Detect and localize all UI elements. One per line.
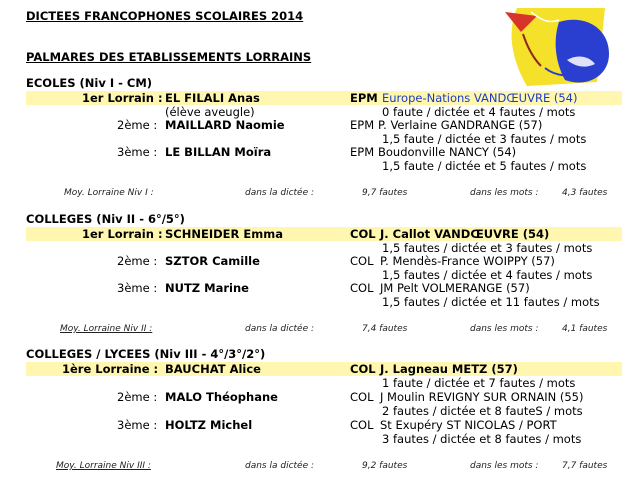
result-text: 1,5 faute / dictée et 3 fautes / mots: [382, 132, 587, 146]
section-heading-ecoles: ECOLES (Niv I - CM): [26, 76, 153, 90]
rank-label: 1er Lorrain :: [82, 227, 163, 241]
school-name: J. Callot VANDŒUVRE (54): [380, 227, 550, 241]
dictee-average: 9,2 fautes: [362, 461, 408, 471]
school-type: EPM: [350, 91, 378, 105]
section-heading-colleges: COLLEGES (Niv II - 6°/5°): [26, 212, 185, 226]
school-name: Boudonville NANCY (54): [378, 145, 517, 159]
dictee-average: 7,4 fautes: [362, 324, 408, 334]
student-name: HOLTZ Michel: [165, 418, 253, 432]
result-text: 0 faute / dictée et 4 fautes / mots: [382, 105, 576, 119]
school-name: J Moulin REVIGNY SUR ORNAIN (55): [380, 390, 584, 404]
result-text: 1,5 fautes / dictée et 11 fautes / mots: [382, 295, 600, 309]
student-name: SCHNEIDER Emma: [165, 227, 283, 241]
mots-average: 4,3 fautes: [562, 188, 608, 198]
mots-label: dans les mots :: [470, 461, 539, 471]
average-label: Moy. Lorraine Niv II :: [60, 324, 153, 334]
school-name: P. Mendès-France WOIPPY (57): [380, 254, 555, 268]
school-name: JM Pelt VOLMERANGE (57): [380, 281, 530, 295]
result-text: 1 faute / dictée et 7 fautes / mots: [382, 376, 576, 390]
rank-label: 3ème :: [117, 418, 158, 432]
page-title: DICTEES FRANCOPHONES SCOLAIRES 2014: [26, 9, 304, 23]
student-name: MALO Théophane: [165, 390, 278, 404]
rank-label: 2ème :: [117, 390, 158, 404]
average-label: Moy. Lorraine Niv I :: [64, 188, 154, 198]
result-text: 2 fautes / dictée et 8 fauteS / mots: [382, 404, 583, 418]
dictee-label: dans la dictée :: [245, 188, 315, 198]
average-label: Moy. Lorraine Niv III :: [56, 461, 151, 471]
dictee-label: dans la dictée :: [245, 324, 315, 334]
dictees-logo: [497, 6, 615, 88]
mots-average: 4,1 fautes: [562, 324, 608, 334]
mots-label: dans les mots :: [470, 324, 539, 334]
rank-label: 1er Lorrain :: [82, 91, 163, 105]
mots-label: dans les mots :: [470, 188, 539, 198]
school-type: COL: [350, 362, 376, 376]
student-name: LE BILLAN Moïra: [165, 145, 272, 159]
school-type: COL: [350, 418, 374, 432]
rank-label: 2ème :: [117, 254, 158, 268]
section-heading-lycees: COLLEGES / LYCEES (Niv III - 4°/3°/2°): [26, 347, 266, 361]
student-name: BAUCHAT Alice: [165, 362, 261, 376]
student-name: NUTZ Marine: [165, 281, 249, 295]
student-note: (élève aveugle): [165, 105, 255, 119]
school-type: COL: [350, 254, 374, 268]
dictee-average: 9,7 fautes: [362, 188, 408, 198]
student-name: EL FILALI Anas: [165, 91, 260, 105]
result-text: 1,5 faute / dictée et 5 fautes / mots: [382, 159, 587, 173]
result-text: 1,5 fautes / dictée et 4 fautes / mots: [382, 268, 593, 282]
school-type: COL: [350, 281, 374, 295]
dictee-label: dans la dictée :: [245, 461, 315, 471]
school-type: COL: [350, 227, 376, 241]
school-name: J. Lagneau METZ (57): [380, 362, 518, 376]
student-name: MAILLARD Naomie: [165, 118, 285, 132]
school-name: Europe-Nations VANDŒUVRE (54): [382, 91, 578, 105]
school-type: COL: [350, 390, 374, 404]
rank-label: 3ème :: [117, 281, 158, 295]
rank-label: 2ème :: [117, 118, 158, 132]
page-subtitle: PALMARES DES ETABLISSEMENTS LORRAINS: [26, 50, 312, 64]
result-text: 1,5 fautes / dictée et 3 fautes / mots: [382, 241, 593, 255]
mots-average: 7,7 fautes: [562, 461, 608, 471]
student-name: SZTOR Camille: [165, 254, 260, 268]
school-type: EPM: [350, 145, 375, 159]
result-text: 3 fautes / dictée et 8 fautes / mots: [382, 432, 582, 446]
rank-label: 3ème :: [117, 145, 158, 159]
rank-label: 1ère Lorraine :: [62, 362, 159, 376]
school-type: EPM: [350, 118, 375, 132]
school-name: St Exupéry ST NICOLAS / PORT: [380, 418, 557, 432]
school-name: P. Verlaine GANDRANGE (57): [378, 118, 543, 132]
